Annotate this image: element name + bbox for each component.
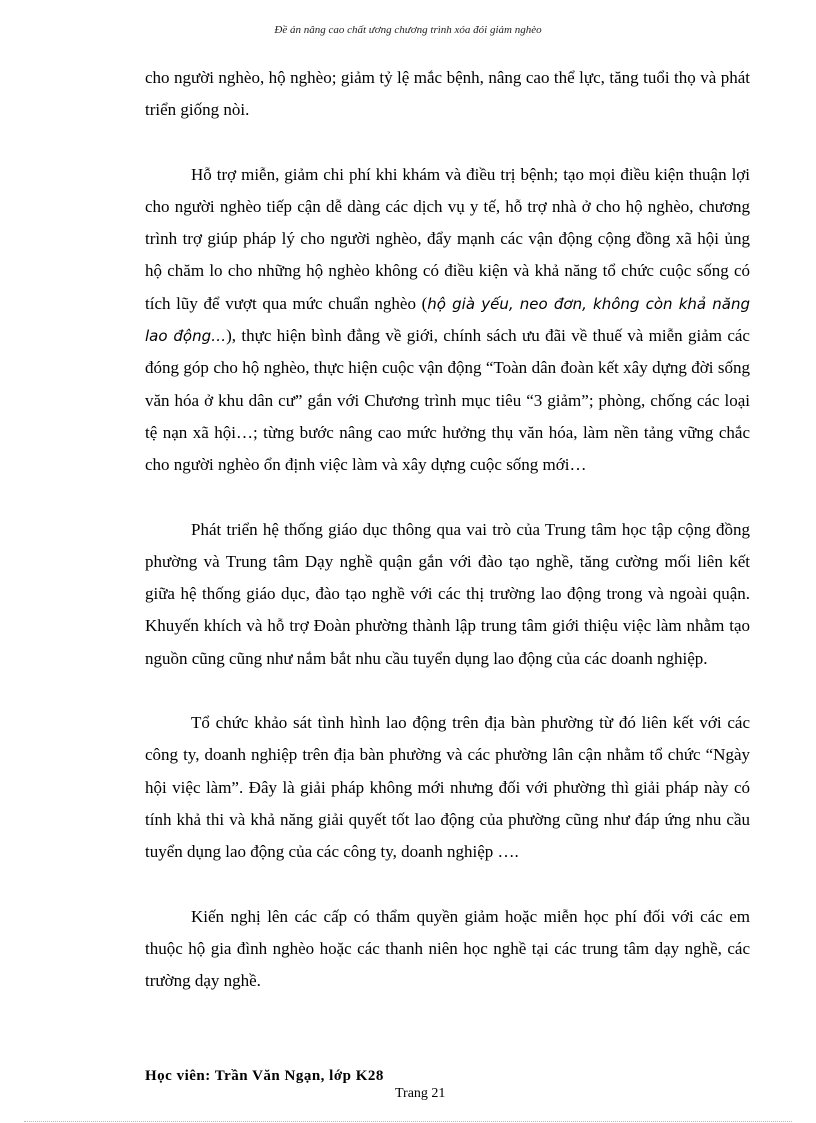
page-number: Trang 21 — [395, 1086, 446, 1101]
paragraph-3: Phát triển hệ thống giáo dục thông qua vai trò của Trung tâm học tập cộng đồng phường và Trung tâm Dạy nghề quận gắn với đào tạo nghề, tăng cường mối liên kết giữa hệ thống giáo dục, đào tạo nghề với các thị trường lao động trong và ngoài quận. Khuyến khích và hỗ trợ Đoàn phường thành lập trung tâm giới thiệu việc làm nhằm tạo nguồn cũng cũng như nắm bắt nhu cầu tuyển dụng lao động của các doanh nghiệp. — [145, 519, 750, 668]
footer-author: Học viên: Trần Văn Ngạn, lớp K28 — [145, 1068, 384, 1084]
paragraph-2-italic: hộ già yếu, neo đơn, không còn khả năng lao động… — [145, 294, 750, 346]
document-body — [145, 62, 750, 1029]
paragraph-4: Tổ chức khảo sát tình hình lao động trên địa bàn phường từ đó liên kết với các công ty, doanh nghiệp trên địa bàn phường và các phường lân cận nhằm tổ chức “Ngày hội việc làm”. Đây là giải pháp không mới nhưng đối với phường thì giải pháp này có tính khả thi và khả năng giải quyết tốt lao động của phường cũng như đáp ứng nhu cầu tuyển dụng lao động của các công ty, doanh nghiệp …. — [145, 713, 750, 862]
paragraph-2 — [145, 159, 750, 482]
paragraph-1: cho người nghèo, hộ nghèo; giảm tỷ lệ mắc bệnh, nâng cao thể lực, tăng tuổi thọ và phát triển giống nòi. — [145, 68, 750, 120]
paragraph-5: Kiến nghị lên các cấp có thẩm quyền giảm hoặc miễn học phí đối với các em thuộc hộ gia đình nghèo hoặc các thanh niên học nghề tại các trung tâm dạy nghề, các trường dạy nghề. — [145, 906, 750, 991]
paragraph-2-text-after: ), thực hiện bình đẳng về giới, chính sách ưu đãi về thuế và miễn giảm các đóng góp cho hộ nghèo, thực hiện cuộc vận động “Toàn dân đoàn kết xây dựng đời sống văn hóa ở khu dân cư” gắn với Chương trình mục tiêu “3 giảm”; phòng, chống các loại tệ nạn xã hội…; từng bước nâng cao mức hưởng thụ văn hóa, làm nền tảng vững chắc cho người nghèo ổn định việc làm và xây dựng cuộc sống mới… — [145, 326, 750, 475]
running-header: Đề án nâng cao chất ương chương trình xóa đói giảm nghèo — [274, 24, 542, 36]
bottom-divider — [24, 1121, 792, 1122]
paragraph-2-text-before: Hỗ trợ miễn, giảm chi phí khi khám và điều trị bệnh; tạo mọi điều kiện thuận lợi cho người nghèo tiếp cận dễ dàng các dịch vụ y tế, hỗ trợ nhà ở cho hộ nghèo, chương trình trợ giúp pháp lý cho người nghèo, đẩy mạnh các vận động cộng đồng xã hội ủng hộ chăm lo cho những hộ nghèo không có điều kiện và khả năng tổ chức cuộc sống có tích lũy để vượt qua mức chuẩn nghèo ( — [145, 164, 750, 313]
